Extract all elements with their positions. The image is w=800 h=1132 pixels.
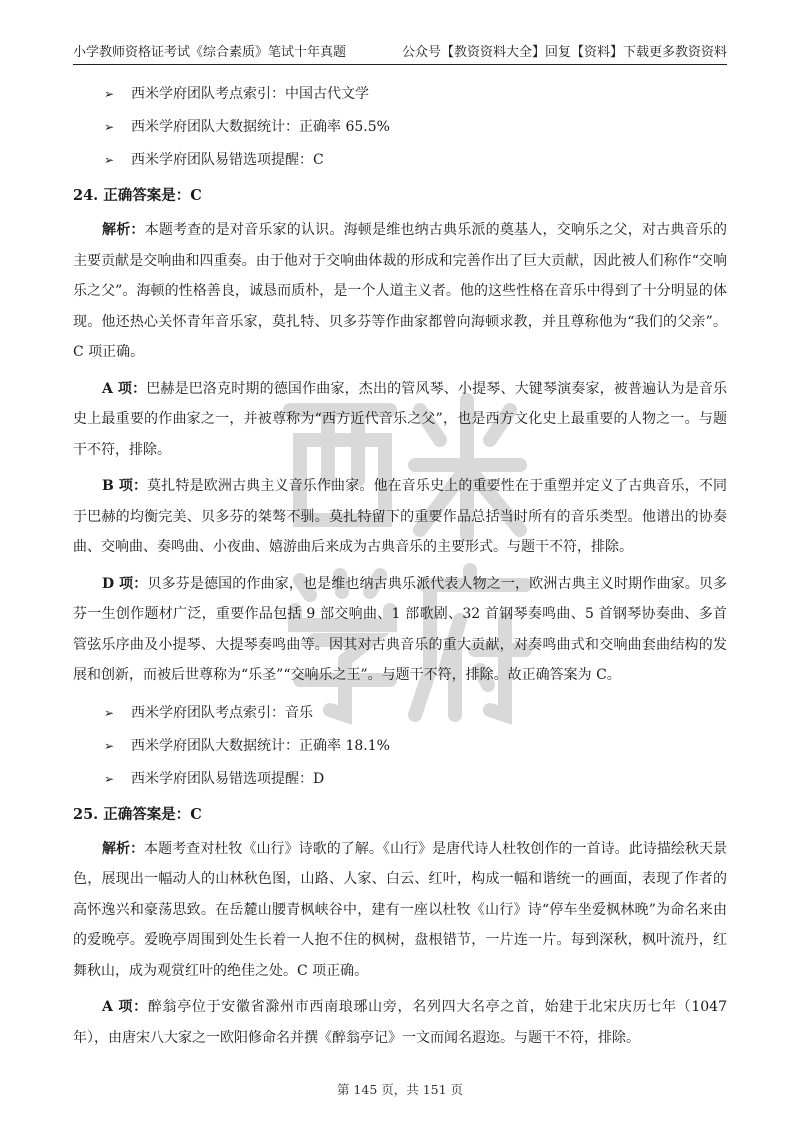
page-header (73, 44, 727, 65)
arrow-bullet-icon: ➢ (104, 705, 115, 720)
list-item: ➢ 西米学府团队大数据统计：正确率 65.5% (73, 111, 727, 144)
question-25-title: 25. 正确答案是：C (73, 805, 202, 823)
arrow-bullet-icon: ➢ (104, 120, 115, 134)
page-number: 第 145 页，共 151 页 (336, 1082, 464, 1097)
arrow-bullet-icon: ➢ (104, 738, 115, 753)
question-24-title: 24. 正确答案是：C (73, 187, 202, 204)
header-title: 小学教师资格证考试《综合素质》笔试十年真题 (73, 45, 347, 60)
question-24-option-d: D 项：贝多芬是德国的作曲家，也是维也纳古典乐派代表人物之一，欧洲古典主义时期作曲家。贝多芬一生创作题材广泛，重要作品包括 9 部交响曲、1 部歌剧、32 首钢琴奏鸣曲、5 首钢琴协奏曲、多首管弦乐序曲及小提琴、大提琴奏鸣曲等。因其对古典音乐的重大贡献，对奏鸣曲式和交响曲套曲结构的发展和创新，而被后世尊称为“乐圣”“交响乐之王”。与题干不符，排除。故正确答案为 C。 (73, 575, 728, 683)
question-25-analysis: 解析：本题考查对杜牧《山行》诗歌的了解。《山行》是唐代诗人杜牧创作的一首诗。此诗描绘秋天景色，展现出一幅动人的山林秋色图，山路、人家、白云、红叶，构成一幅和谐统一的画面，表现了作者的高怀逸兴和豪荡思致。在岳麓山腰青枫峡谷中，建有一座以杜牧《山行》诗“停车坐爱枫林晚”为命名来由的爱晚亭。爱晚亭周围到处生长着一人抱不住的枫树，盘根错节，一片连一片。每到深秋，枫叶流丹，红舞秋山，成为观赏红叶的绝佳之处。C 项正确。 (73, 840, 728, 979)
question-25-option-a: A 项：醉翁亭位于安徽省滁州市西南琅琊山旁，名列四大名亭之首，始建于北宋庆历七年（1047 年），由唐宋八大家之一欧阳修命名并撰《醉翁亭记》一文而闻名遐迩。与题干不符，排除。 (73, 999, 727, 1046)
list-item: ➢ 西米学府团队易错选项提醒：C (73, 144, 727, 177)
list-item: ➢ 西米学府团队考点索引：中国古代文学 (73, 78, 727, 111)
list-item: ➢ 西米学府团队易错选项提醒：D (73, 763, 727, 796)
question-24-analysis: 解析：本题考查的是对音乐家的认识。海顿是维也纳古典乐派的奠基人，交响乐之父，对古典音乐的主要贡献是交响曲和四重奏。由于他对于交响曲体裁的形成和完善作出了巨大贡献，因此被人们称作“交响乐之父”。海顿的性格善良，诚恳而质朴，是一个人道主义者。他的这些性格在音乐中得到了十分明显的体现。他还热心关怀青年音乐家，莫扎特、贝多芬等作曲家都曾向海顿求教，并且尊称他为“我们的父亲”。C 项正确。 (73, 222, 728, 360)
arrow-bullet-icon: ➢ (104, 771, 115, 786)
question-24-option-a: A 项：巴赫是巴洛克时期的德国作曲家，杰出的管风琴、小提琴、大键琴演奏家，被普遍认为是音乐史上最重要的作曲家之一，并被尊称为“西方近代音乐之父”，也是西方文化史上最重要的人物之一。与题干不符，排除。 (73, 380, 727, 458)
list-item: ➢ 西米学府团队考点索引：音乐 (73, 697, 727, 730)
header-promo: 公众号【教资资料大全】回复【资料】下载更多教资资料 (401, 45, 727, 60)
page-content (73, 78, 727, 1059)
question-24-option-b: B 项：莫扎特是欧洲古典主义音乐作曲家。他在音乐史上的重要性在于重塑并定义了古典音乐，不同于巴赫的均衡完美、贝多芬的桀骜不驯。莫扎特留下的重要作品总括当时所有的音乐类型。他谱出的协奏曲、交响曲、奏鸣曲、小夜曲、嬉游曲后来成为古典音乐的主要形式。与题干不符，排除。 (73, 478, 727, 555)
arrow-bullet-icon: ➢ (104, 87, 115, 101)
list-item: ➢ 西米学府团队大数据统计：正确率 18.1% (73, 730, 727, 763)
arrow-bullet-icon: ➢ (104, 153, 115, 167)
